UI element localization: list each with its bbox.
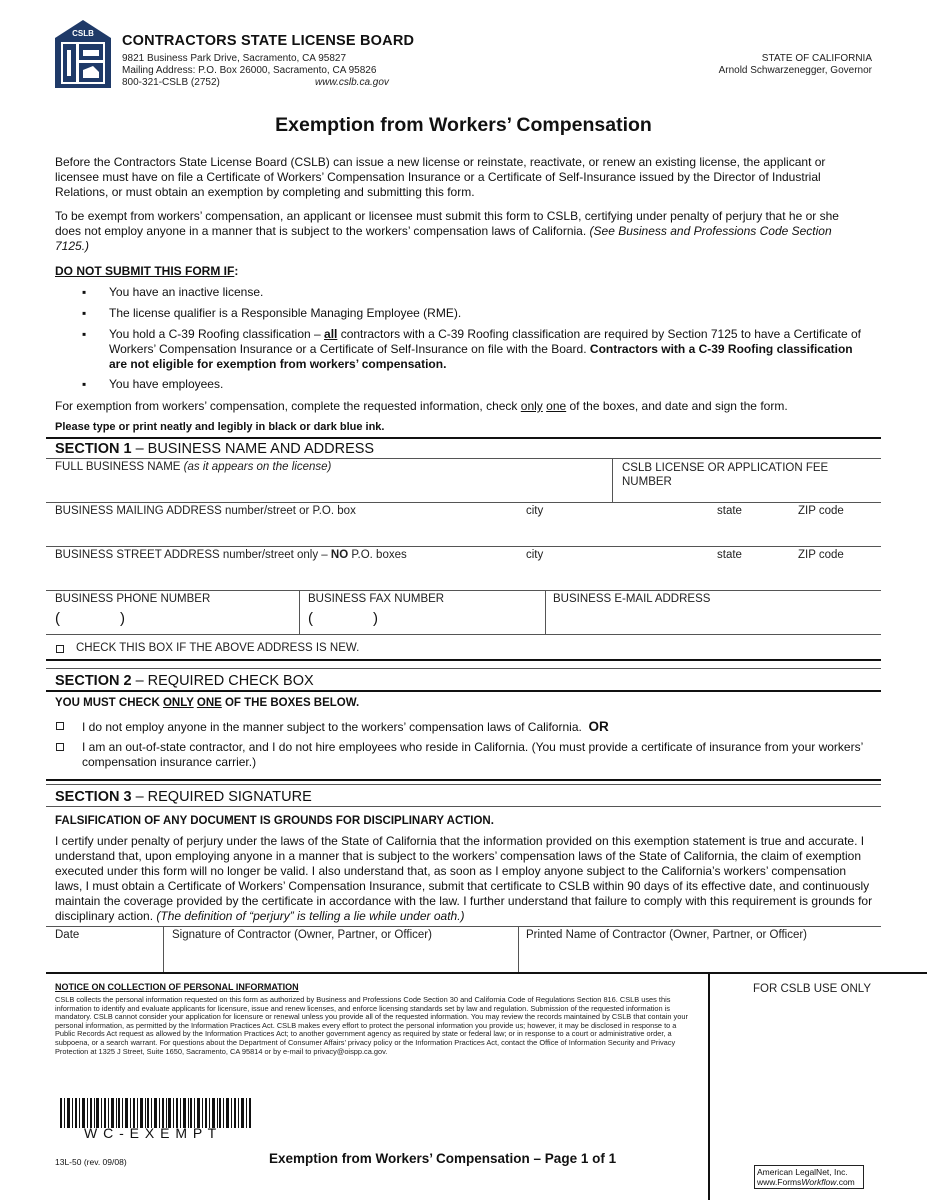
divider <box>46 690 881 692</box>
divider <box>46 806 881 807</box>
fax-area-close: ) <box>373 610 378 627</box>
print-note: Please type or print neatly and legibly in black or dark blue ink. <box>55 421 385 433</box>
business-name-label: FULL BUSINESS NAME (as it appears on the license) <box>55 461 332 473</box>
page-footer-title: Exemption from Workers’ Compensation – Page 1 of 1 <box>269 1151 617 1166</box>
divider <box>46 659 881 661</box>
signature-field[interactable] <box>164 944 517 970</box>
bullet-icon: ▪ <box>82 327 87 341</box>
mailing-address-field[interactable] <box>46 520 881 545</box>
bullet-employees: You have employees. <box>109 377 224 391</box>
divider <box>46 634 881 635</box>
bullet-c39: You hold a C-39 Roofing classification – all contractors with a C-39 Roofing classification are required by Section 7125 to have a Certificate of Workers’ Compensation Insurance or a Certificate of Self-Insurance on file with the Board. Contractors with a C-39 Roofing classification are not eligible for exemption from workers’ compensation. <box>109 327 861 371</box>
divider <box>46 779 881 781</box>
form-number: 13L-50 (rev. 09/08) <box>55 1157 127 1167</box>
vendor-stamp <box>754 1165 864 1189</box>
bullet-rme: The license qualifier is a Responsible Managing Employee (RME). <box>109 306 462 320</box>
email-label: BUSINESS E-MAIL ADDRESS <box>553 593 711 605</box>
bullet-icon: ▪ <box>82 377 87 391</box>
bullet-inactive: You have an inactive license. <box>109 285 264 299</box>
barcode-icon <box>60 1098 252 1128</box>
section3-heading: SECTION 3 – REQUIRED SIGNATURE <box>55 789 312 805</box>
street-city-label: city <box>526 549 544 561</box>
street-address-field[interactable] <box>46 564 881 589</box>
agency-mailing-address: Mailing Address: P.O. Box 26000, Sacramento, CA 95826 <box>122 65 377 76</box>
phone-area-open: ( <box>55 610 60 627</box>
certification-text: I certify under penalty of perjury under the laws of the State of California that the information provided on this exemption statement is true and accurate. I understand that, upon employing anyone in a manner that is subject to the workers’ compensation laws of the State of California, the claim of exemption executed under this form will no longer be valid. I also understand that, as soon as I employ anyone subject to the California’s workers’ compensation laws, I must obtain a Certificate of Workers’ Compensation Insurance, submit that certificate to CSLB within 90 days of its effective date, and continuously maintain the coverage provided by the certificate in accordance with the law. I further understand that failure to comply with this requirement is grounds for disciplinary action. (The definition of “perjury” is telling a lie while under oath.) <box>55 834 873 923</box>
vendor-url: www.FormsWorkflow.com <box>757 1177 855 1187</box>
agency-website: www.cslb.ca.gov <box>315 77 389 88</box>
license-number-label: CSLB LICENSE OR APPLICATION FEE NUMBER <box>622 462 829 488</box>
divider <box>46 546 881 547</box>
check-one-instruction: YOU MUST CHECK ONLY ONE OF THE BOXES BELOW. <box>55 697 360 709</box>
mailing-state-label: state <box>717 505 742 517</box>
license-number-field[interactable] <box>613 489 881 501</box>
agency-address: 9821 Business Park Drive, Sacramento, CA 95827 <box>122 53 347 64</box>
date-field[interactable] <box>46 944 162 970</box>
intro-paragraph-2: To be exempt from workers’ compensation, an applicant or licensee must submit this form to CSLB, certifying under penalty of perjury that he or she does not employ anyone in a manner that is subject to the workers’ compensation laws of California. (See Business and Professions Code Section 7125.) <box>55 209 839 253</box>
phone-area-close: ) <box>120 610 125 627</box>
out-of-state-option: I am an out-of-state contractor, and I do not hire employees who reside in California. (You must provide a certificate of insurance from your workers’ compensation insurance carrier.) <box>82 740 863 769</box>
agency-phone: 800-321-CSLB (2752) <box>122 77 220 88</box>
divider <box>46 668 881 669</box>
business-name-field[interactable] <box>46 474 612 500</box>
street-address-label: BUSINESS STREET ADDRESS number/street only – NO P.O. boxes <box>55 549 407 561</box>
new-address-checkbox[interactable] <box>56 645 64 653</box>
divider <box>46 590 881 591</box>
printed-name-field[interactable] <box>519 944 881 970</box>
mailing-city-label: city <box>526 505 544 517</box>
date-label: Date <box>55 929 80 941</box>
bullet-icon: ▪ <box>82 306 87 320</box>
divider <box>46 926 881 927</box>
logo-text: CSLB <box>72 29 94 38</box>
state-label: STATE OF CALIFORNIA <box>761 53 872 64</box>
falsification-warning: FALSIFICATION OF ANY DOCUMENT IS GROUNDS FOR DISCIPLINARY ACTION. <box>55 815 494 827</box>
out-of-state-checkbox[interactable] <box>56 743 64 751</box>
fax-field[interactable] <box>300 608 544 632</box>
section2-heading: SECTION 2 – REQUIRED CHECK BOX <box>55 673 314 689</box>
section1-heading: SECTION 1 – BUSINESS NAME AND ADDRESS <box>55 441 375 457</box>
vendor-name: American LegalNet, Inc. <box>757 1167 848 1177</box>
cslb-use-label: FOR CSLB USE ONLY <box>753 983 872 995</box>
printed-name-label: Printed Name of Contractor (Owner, Partner, or Officer) <box>526 929 808 941</box>
email-field[interactable] <box>546 608 881 632</box>
notice-heading: NOTICE ON COLLECTION OF PERSONAL INFORMATION <box>55 982 299 992</box>
signature-label: Signature of Contractor (Owner, Partner, or Officer) <box>172 929 432 941</box>
bullet-icon: ▪ <box>82 285 87 299</box>
fax-label: BUSINESS FAX NUMBER <box>308 593 445 605</box>
intro-paragraph-1: Before the Contractors State License Board (CSLB) can issue a new license or reinstate, reactivate, or renew an existing license, the applicant or licensee must have on file a Certificate of Workers’ Compensation Insurance or a Certificate of Self-Insurance issued by the Director of Industrial Relations, or must obtain an exemption by completing and submitting this form. <box>55 155 826 199</box>
do-not-submit-heading: DO NOT SUBMIT THIS FORM IF: <box>55 264 239 278</box>
street-state-label: state <box>717 549 742 561</box>
form-title: Exemption from Workers’ Compensation <box>275 114 652 136</box>
mailing-zip-label: ZIP code <box>798 505 844 517</box>
instructions: For exemption from workers’ compensation, complete the requested information, check only one of the boxes, and date and sign the form. <box>55 399 788 413</box>
governor-label: Arnold Schwarzenegger, Governor <box>718 65 872 76</box>
no-employees-checkbox[interactable] <box>56 722 64 730</box>
barcode-text: W C - E X E M P T <box>84 1125 218 1141</box>
phone-label: BUSINESS PHONE NUMBER <box>55 593 211 605</box>
phone-field[interactable] <box>46 608 298 632</box>
no-employees-option: I do not employ anyone in the manner subject to the workers’ compensation laws of California. OR <box>82 719 609 734</box>
divider <box>46 502 881 503</box>
cslb-logo <box>55 20 111 88</box>
new-address-label: CHECK THIS BOX IF THE ABOVE ADDRESS IS NEW. <box>76 642 360 654</box>
divider <box>46 784 881 785</box>
fax-area-open: ( <box>308 610 313 627</box>
street-zip-label: ZIP code <box>798 549 844 561</box>
agency-name: CONTRACTORS STATE LICENSE BOARD <box>122 33 415 49</box>
mailing-address-label: BUSINESS MAILING ADDRESS number/street or P.O. box <box>55 505 356 517</box>
divider <box>46 437 881 439</box>
notice-text: CSLB collects the personal information requested on this form as authorized by Business and Professions Code Section 30 and California Code of Regulations Section 816. CSLB uses this information to identify and evaluate applicants for licensure, issue and renew licenses, and enforce licensing standards set by law and regulation. Submission of the requested information is mandatory. CSLB cannot consider your application for licensure or renewal unless you provide all of the requested information. You may review the records maintained by CSLB that contain your personal information, as permitted by the Information Practices Act. CSLB makes every effort to protect the personal information you provide us; however, it may be disclosed in response to a Public Records Act request as allowed by the Information Practices Act; to another government agency as required by state or federal law; or in response to a court or administrative order, a subpoena, or a search warrant. For questions about the Department of Consumer Affairs’ privacy policy or the Information Practices Act, contact the Office of Information Security and Privacy Protection at 1325 J Street, Suite 1650, Sacramento, CA 95814 or by e-mail to privacy@oispp.ca.gov. <box>55 995 688 1056</box>
divider <box>46 458 881 459</box>
